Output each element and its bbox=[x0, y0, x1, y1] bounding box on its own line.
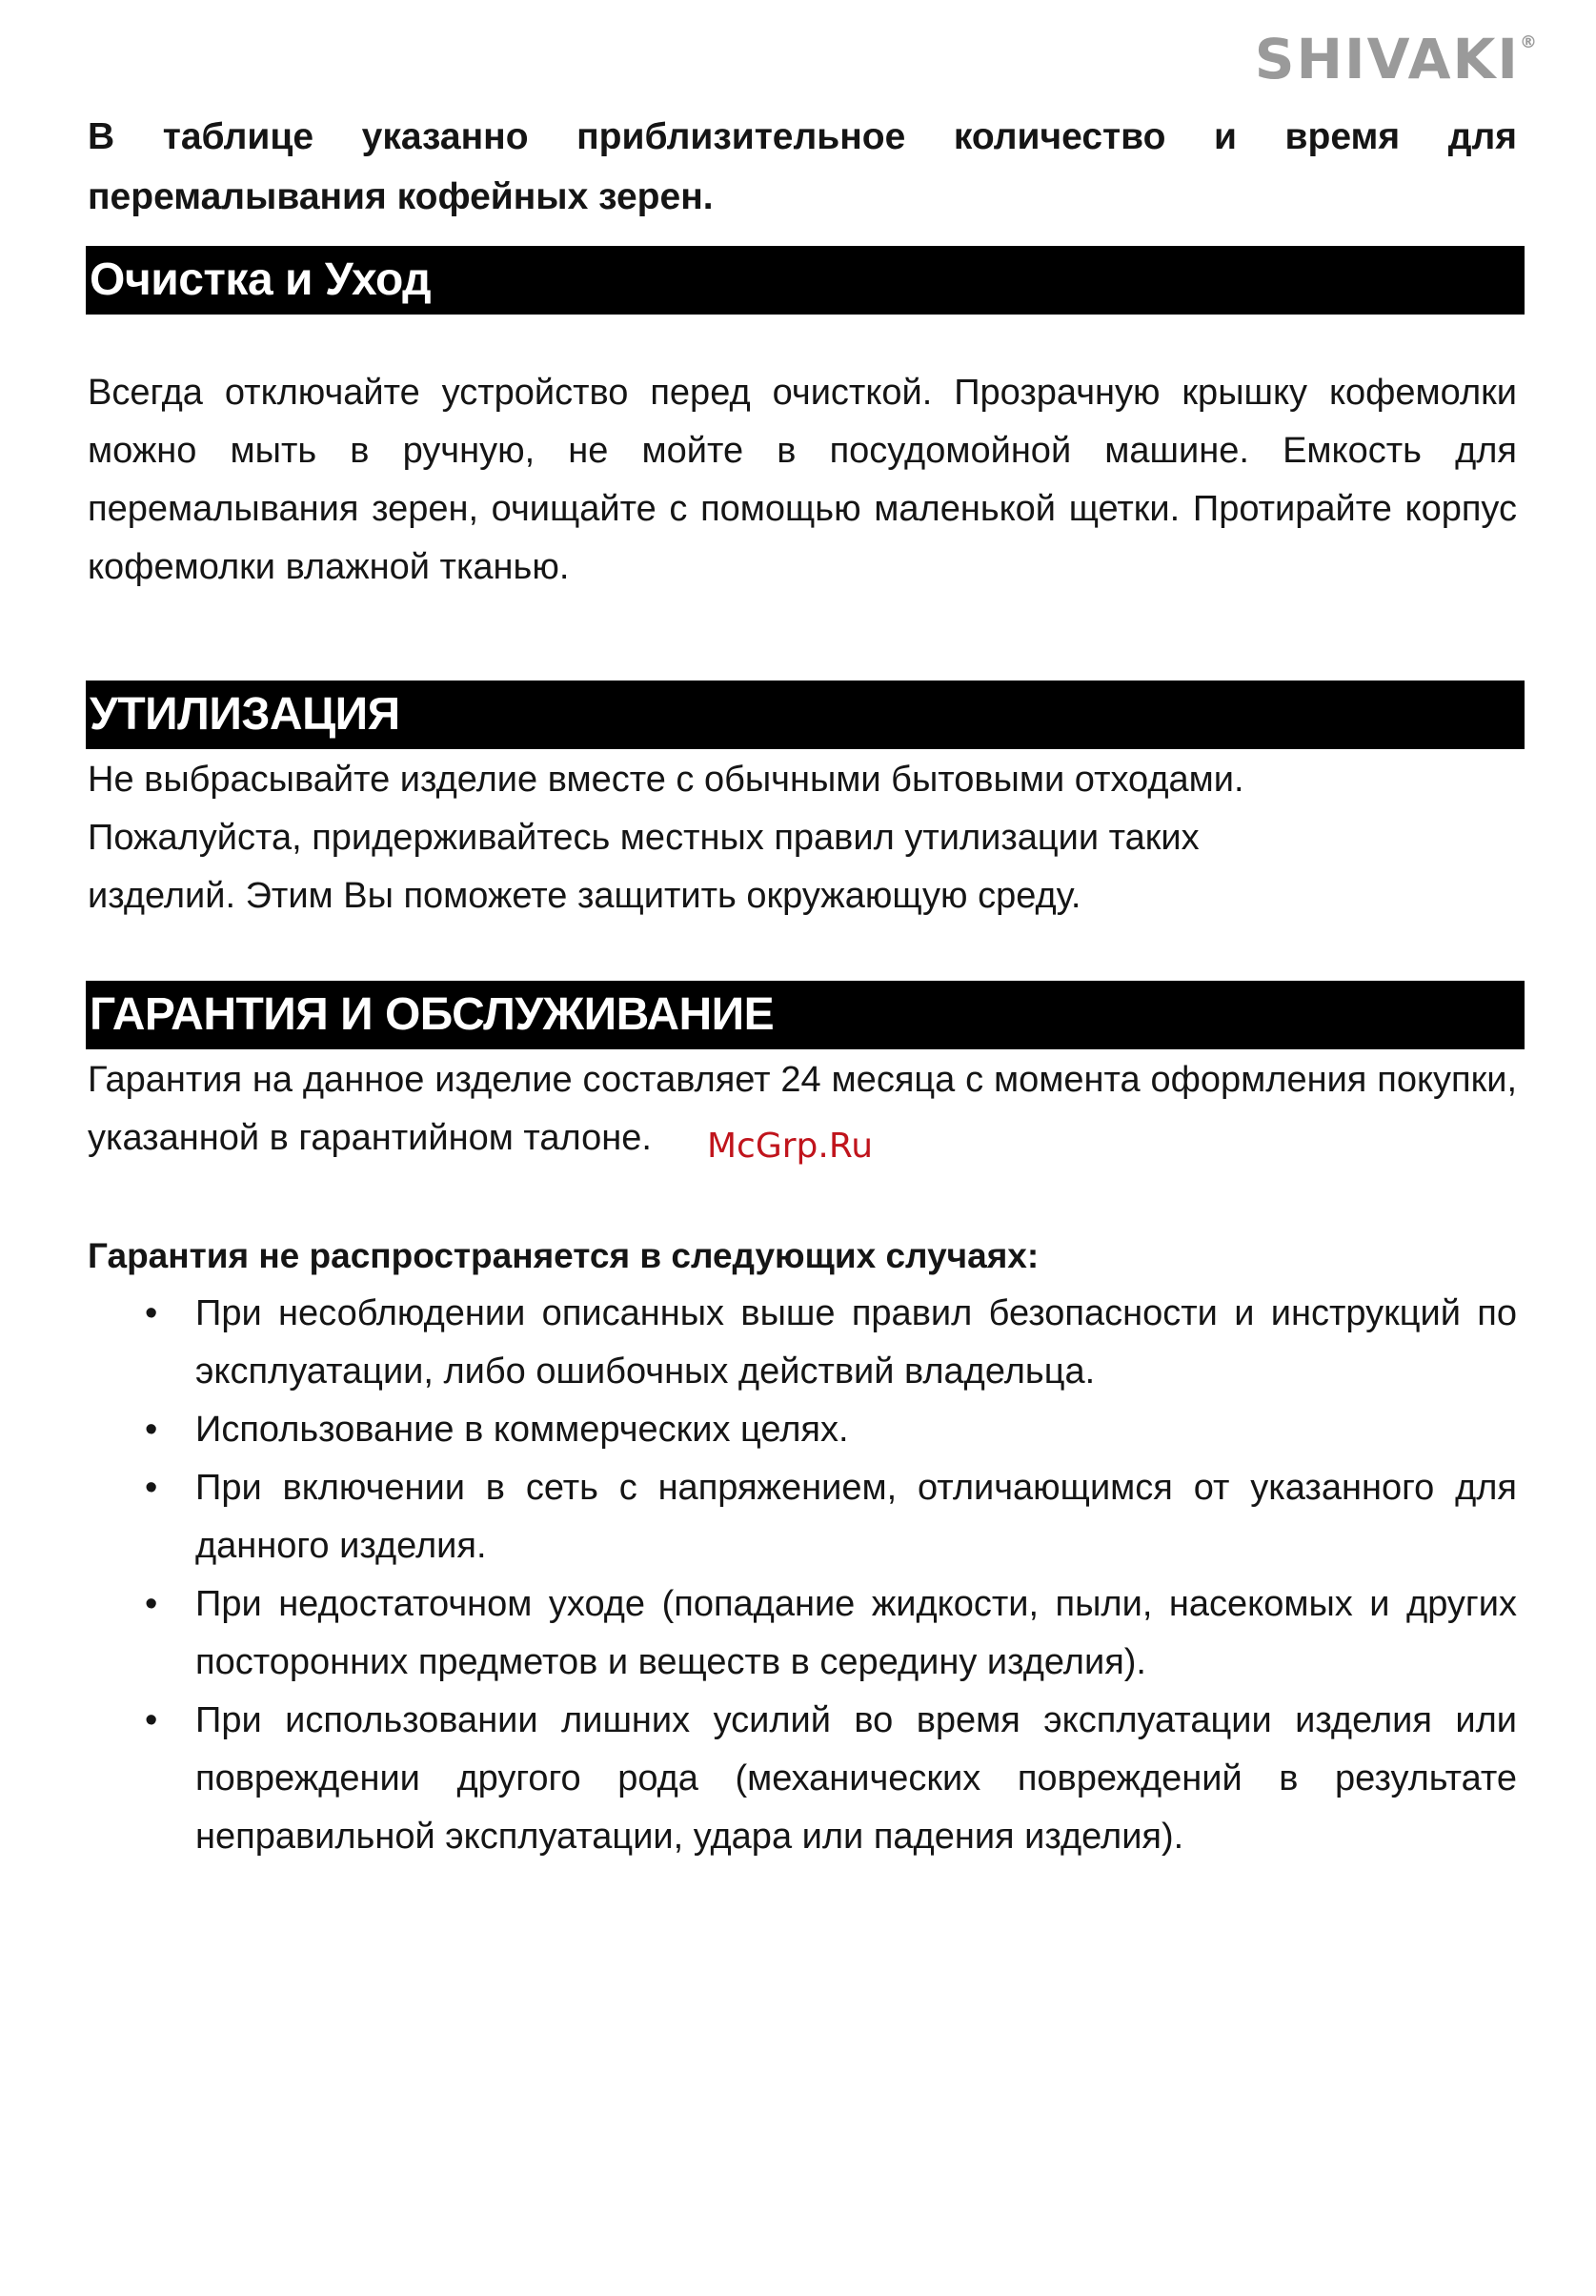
brand-logo-text: SHIVAKI bbox=[1254, 27, 1520, 91]
cleaning-text: Всегда отключайте устройство перед очисткой. Прозрачную крышку кофемолки можно мыть в ручную, не мойте в посудомойной машине. Емкость для перемалывания зерен, очищайте с помощью маленькой щетки. Протирайте корпус кофемолки влажной тканью. bbox=[88, 373, 1517, 587]
disposal-line: изделий. Этим Вы поможете защитить окружающую среду. bbox=[88, 876, 1081, 916]
list-item: • Использование в коммерческих целях. bbox=[88, 1401, 1517, 1459]
list-item: • При использовании лишних усилий во время эксплуатации изделия или повреждении другого рода (механических повреждений в результате неправильной эксплуатации, удара или падения изделия). bbox=[88, 1692, 1517, 1866]
list-item: • При включении в сеть с напряжением, отличающимся от указанного для данного изделия. bbox=[88, 1459, 1517, 1575]
registered-mark: ® bbox=[1520, 32, 1539, 52]
disposal-line: Пожалуйста, придерживайтесь местных правил утилизации таких bbox=[88, 818, 1200, 858]
section-title-disposal: УТИЛИЗАЦИЯ bbox=[86, 681, 1525, 749]
exclusions-heading: Гарантия не распространяется в следующих случаях: bbox=[88, 1236, 1040, 1275]
list-item: • При несоблюдении описанных выше правил безопасности и инструкций по эксплуатации, либо ошибочных действий владельца. bbox=[88, 1285, 1517, 1401]
bullet-icon: • bbox=[145, 1468, 158, 1508]
exclusions-list bbox=[88, 1285, 1517, 1866]
disposal-line: Не выбрасывайте изделие вместе с обычными бытовыми отходами. bbox=[88, 760, 1244, 800]
document-page bbox=[88, 107, 1517, 1866]
list-item: • При недостаточном уходе (попадание жидкости, пыли, насекомых и других посторонних предметов и веществ в середину изделия). bbox=[88, 1575, 1517, 1692]
section-title-cleaning: Очистка и Уход bbox=[86, 246, 1525, 315]
bullet-icon: • bbox=[145, 1410, 158, 1450]
bullet-icon: • bbox=[145, 1700, 158, 1740]
brand-logo bbox=[1255, 27, 1539, 91]
disposal-text bbox=[88, 751, 1517, 925]
bullet-icon: • bbox=[145, 1584, 158, 1624]
watermark-text: McGrp.Ru bbox=[707, 1127, 874, 1166]
intro-text: В таблице указанно приблизительное количество и время для перемалывания кофейных зерен. bbox=[88, 116, 1517, 217]
bullet-icon: • bbox=[145, 1293, 158, 1333]
warranty-text: Гарантия на данное изделие составляет 24 месяца с момента оформления покупки, указанной в гарантийном талоне. bbox=[88, 1060, 1517, 1158]
section-title-warranty: ГАРАНТИЯ И ОБСЛУЖИВАНИЕ bbox=[86, 981, 1525, 1049]
